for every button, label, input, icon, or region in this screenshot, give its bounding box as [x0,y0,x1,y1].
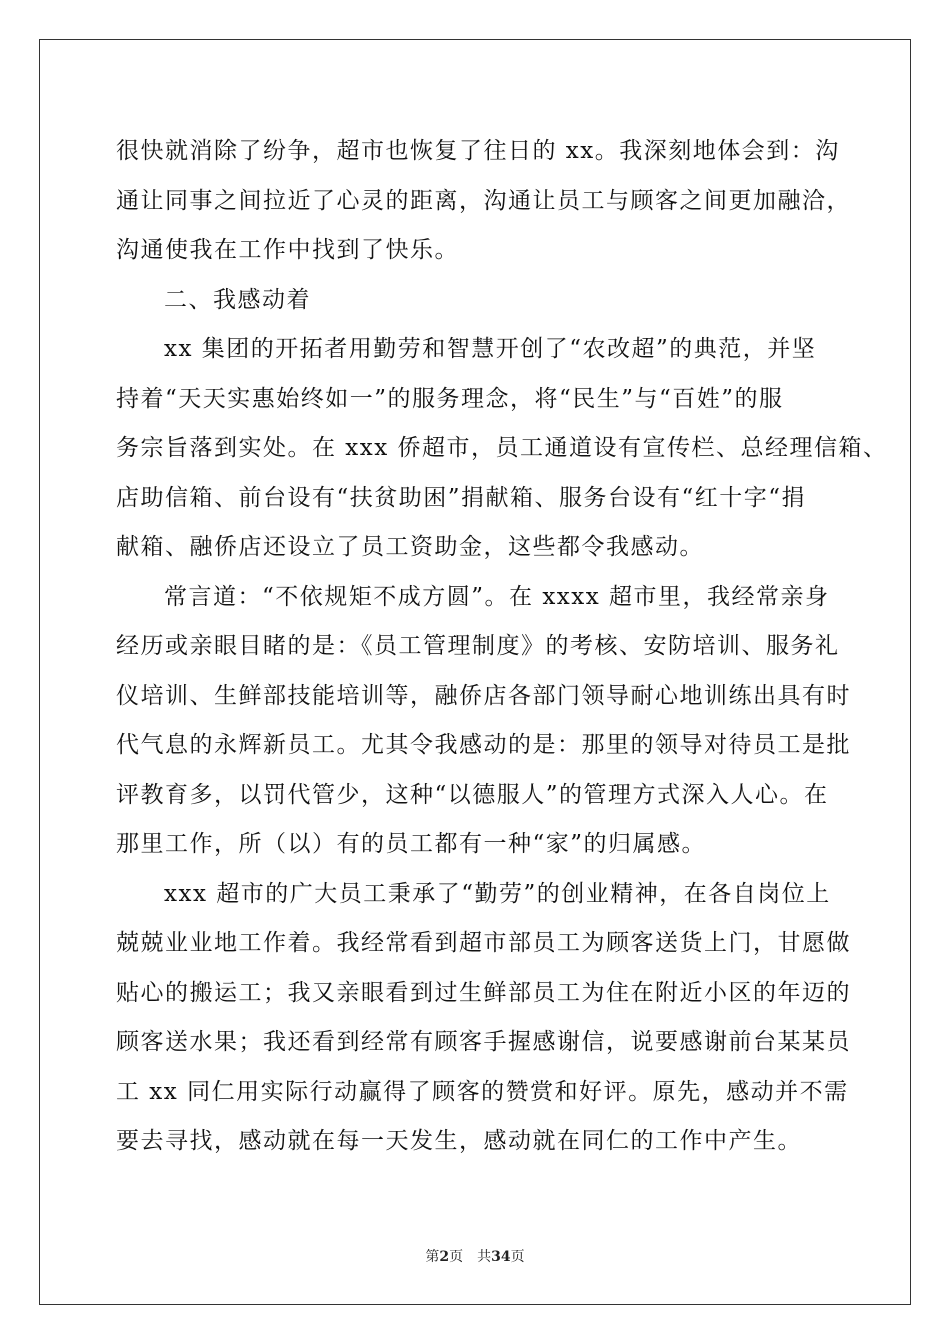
total-pages: 34 [491,1249,511,1265]
paragraph-first-line: xxx 超市的广大员工秉承了“勤劳”的创业精神，在各自岗位上 [164,880,831,907]
page-label-prefix: 第 [425,1249,440,1265]
text-line: 务宗旨落到实处。在 xxx 侨超市，员工通道设有宣传栏、总经理信箱、 [116,435,888,461]
text-line: 献箱、融侨店还设立了员工资助金，这些都令我感动。 [116,534,704,560]
text-line: 店助信箱、前台设有“扶贫助困”捐献箱、服务台设有“红十字“捐 [116,484,807,511]
paragraph-first-line: xx 集团的开拓者用勤劳和智慧开创了“农改超”的典范，并坚 [164,336,817,362]
text-line: 那里工作，所（以）有的员工都有一种“家”的归属感。 [116,831,707,857]
page-number: 2 [439,1249,450,1265]
page-label-suffix: 页 [510,1249,525,1265]
text-line: 很快就消除了纷争，超市也恢复了往日的 xx。我深刻地体会到：沟 [116,138,840,164]
page-label-mid: 页 共 [449,1249,492,1265]
text-line: 兢兢业业地工作着。我经常看到超市部员工为顾客送货上门，甘愿做 [116,930,851,956]
text-line: 顾客送水果；我还看到经常有顾客手握感谢信，说要感谢前台某某员 [116,1029,851,1055]
page-footer [0,1246,950,1266]
document-body [116,131,888,1171]
text-line: 工 xx 同仁用实际行动赢得了顾客的赞赏和好评。原先，感动并不需 [116,1078,849,1105]
paragraph-first-line: 常言道：“不依规矩不成方圆”。在 xxxx 超市里，我经常亲身 [164,583,830,610]
text-line: 要去寻找，感动就在每一天发生，感动就在同仁的工作中产生。 [116,1128,802,1154]
text-line: 经历或亲眼目睹的是：《员工管理制度》的考核、安防培训、服务礼 [116,633,840,659]
text-line: 持着“天天实惠始终如一”的服务理念，将“民生”与“百姓”的服 [116,385,784,412]
text-line: 评教育多，以罚代管少，这种“以德服人”的管理方式深入人心。在 [116,781,829,808]
section-heading: 二、我感动着 [164,286,311,313]
text-line: 沟通使我在工作中找到了快乐。 [116,237,459,263]
text-line: 代气息的永辉新员工。尤其令我感动的是：那里的领导对待员工是批 [116,732,851,758]
text-line: 通让同事之间拉近了心灵的距离，沟通让员工与顾客之间更加融洽， [116,187,851,214]
text-line: 贴心的搬运工；我又亲眼看到过生鲜部员工为住在附近小区的年迈的 [116,979,851,1006]
text-line: 仪培训、生鲜部技能培训等，融侨店各部门领导耐心地训练出具有时 [116,682,851,709]
